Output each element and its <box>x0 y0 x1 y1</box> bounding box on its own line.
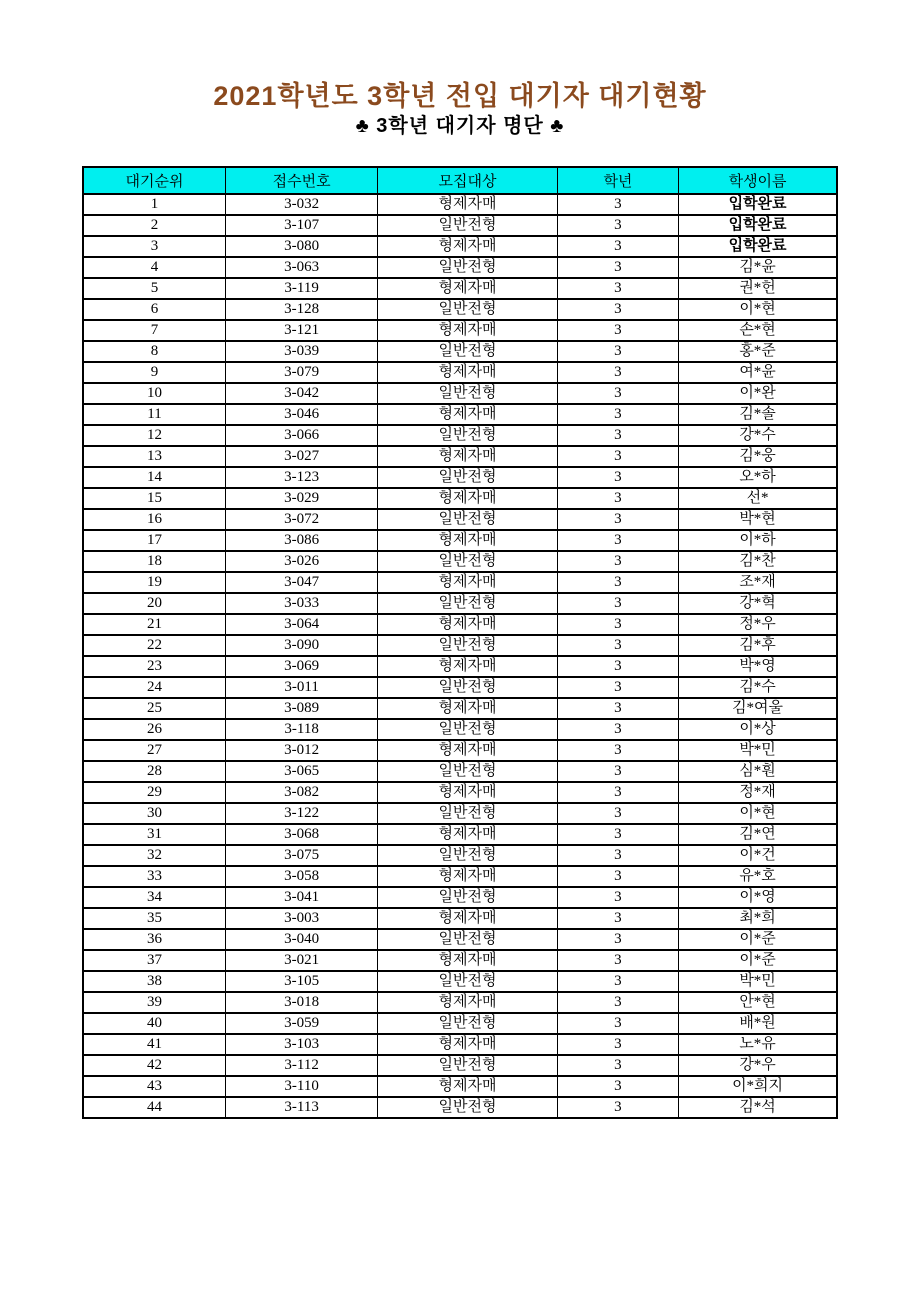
table-row <box>83 824 837 845</box>
rank-cell: 19 <box>83 572 226 593</box>
grade-cell: 3 <box>557 299 678 320</box>
rank-cell: 7 <box>83 320 226 341</box>
table-row <box>83 488 837 509</box>
category-cell: 형제자매 <box>378 908 557 929</box>
table-row <box>83 509 837 530</box>
table-row <box>83 194 837 215</box>
receipt-cell: 3-089 <box>226 698 378 719</box>
rank-cell: 31 <box>83 824 226 845</box>
grade-cell: 3 <box>557 362 678 383</box>
table-row <box>83 299 837 320</box>
category-cell: 형제자매 <box>378 698 557 719</box>
grade-cell: 3 <box>557 803 678 824</box>
table-row <box>83 740 837 761</box>
table-row <box>83 1076 837 1097</box>
rank-cell: 8 <box>83 341 226 362</box>
grade-cell: 3 <box>557 236 678 257</box>
table-row <box>83 677 837 698</box>
category-cell: 일반전형 <box>378 1097 557 1118</box>
receipt-cell: 3-119 <box>226 278 378 299</box>
table-row <box>83 425 837 446</box>
name-cell: 김*여울 <box>679 698 837 719</box>
receipt-cell: 3-080 <box>226 236 378 257</box>
receipt-cell: 3-123 <box>226 467 378 488</box>
receipt-cell: 3-039 <box>226 341 378 362</box>
name-cell: 손*현 <box>679 320 837 341</box>
receipt-cell: 3-033 <box>226 593 378 614</box>
category-cell: 일반전형 <box>378 257 557 278</box>
name-cell: 노*유 <box>679 1034 837 1055</box>
rank-cell: 28 <box>83 761 226 782</box>
name-cell: 강*우 <box>679 1055 837 1076</box>
rank-cell: 21 <box>83 614 226 635</box>
table-row <box>83 467 837 488</box>
grade-cell: 3 <box>557 1013 678 1034</box>
rank-cell: 35 <box>83 908 226 929</box>
grade-cell: 3 <box>557 1055 678 1076</box>
table-row <box>83 215 837 236</box>
table-row <box>83 761 837 782</box>
receipt-cell: 3-090 <box>226 635 378 656</box>
receipt-cell: 3-003 <box>226 908 378 929</box>
name-cell: 김*석 <box>679 1097 837 1118</box>
rank-cell: 11 <box>83 404 226 425</box>
page-subtitle: ♣ 3학년 대기자 명단 ♣ <box>355 114 565 137</box>
name-cell: 이*영 <box>679 887 837 908</box>
name-cell: 입학완료 <box>679 194 837 215</box>
grade-cell: 3 <box>557 488 678 509</box>
category-cell: 형제자매 <box>378 866 557 887</box>
rank-cell: 1 <box>83 194 226 215</box>
col-header-receipt: 접수번호 <box>226 167 378 194</box>
table-row <box>83 593 837 614</box>
grade-cell: 3 <box>557 572 678 593</box>
table-row <box>83 446 837 467</box>
receipt-cell: 3-121 <box>226 320 378 341</box>
category-cell: 일반전형 <box>378 341 557 362</box>
category-cell: 일반전형 <box>378 929 557 950</box>
table-row <box>83 257 837 278</box>
receipt-cell: 3-041 <box>226 887 378 908</box>
table-row <box>83 719 837 740</box>
category-cell: 형제자매 <box>378 950 557 971</box>
receipt-cell: 3-021 <box>226 950 378 971</box>
table-row <box>83 635 837 656</box>
receipt-cell: 3-012 <box>226 740 378 761</box>
category-cell: 일반전형 <box>378 845 557 866</box>
name-cell: 강*수 <box>679 425 837 446</box>
category-cell: 형제자매 <box>378 236 557 257</box>
name-cell: 박*민 <box>679 971 837 992</box>
receipt-cell: 3-026 <box>226 551 378 572</box>
receipt-cell: 3-066 <box>226 425 378 446</box>
name-cell: 이*완 <box>679 383 837 404</box>
page-title: 2021학년도 3학년 전입 대기자 대기현황 <box>213 81 707 111</box>
rank-cell: 42 <box>83 1055 226 1076</box>
grade-cell: 3 <box>557 929 678 950</box>
table-row <box>83 614 837 635</box>
rank-cell: 38 <box>83 971 226 992</box>
grade-cell: 3 <box>557 845 678 866</box>
category-cell: 형제자매 <box>378 530 557 551</box>
table-row <box>83 1013 837 1034</box>
receipt-cell: 3-042 <box>226 383 378 404</box>
name-cell: 여*윤 <box>679 362 837 383</box>
grade-cell: 3 <box>557 1034 678 1055</box>
name-cell: 이*하 <box>679 530 837 551</box>
category-cell: 일반전형 <box>378 509 557 530</box>
rank-cell: 33 <box>83 866 226 887</box>
name-cell: 이*준 <box>679 929 837 950</box>
receipt-cell: 3-063 <box>226 257 378 278</box>
grade-cell: 3 <box>557 509 678 530</box>
category-cell: 형제자매 <box>378 278 557 299</box>
category-cell: 형제자매 <box>378 782 557 803</box>
category-cell: 일반전형 <box>378 761 557 782</box>
category-cell: 형제자매 <box>378 488 557 509</box>
col-header-name: 학생이름 <box>679 167 837 194</box>
name-cell: 오*하 <box>679 467 837 488</box>
name-cell: 김*수 <box>679 677 837 698</box>
rank-cell: 16 <box>83 509 226 530</box>
receipt-cell: 3-046 <box>226 404 378 425</box>
category-cell: 형제자매 <box>378 404 557 425</box>
name-cell: 김*연 <box>679 824 837 845</box>
category-cell: 일반전형 <box>378 719 557 740</box>
table-header-row <box>83 167 837 194</box>
rank-cell: 39 <box>83 992 226 1013</box>
rank-cell: 29 <box>83 782 226 803</box>
grade-cell: 3 <box>557 677 678 698</box>
table-row <box>83 929 837 950</box>
name-cell: 김*솔 <box>679 404 837 425</box>
receipt-cell: 3-079 <box>226 362 378 383</box>
rank-cell: 34 <box>83 887 226 908</box>
rank-cell: 30 <box>83 803 226 824</box>
rank-cell: 4 <box>83 257 226 278</box>
table-row <box>83 782 837 803</box>
category-cell: 일반전형 <box>378 803 557 824</box>
grade-cell: 3 <box>557 635 678 656</box>
name-cell: 김*찬 <box>679 551 837 572</box>
receipt-cell: 3-059 <box>226 1013 378 1034</box>
category-cell: 일반전형 <box>378 593 557 614</box>
waitlist-table-container <box>0 166 920 1119</box>
grade-cell: 3 <box>557 761 678 782</box>
grade-cell: 3 <box>557 824 678 845</box>
table-row <box>83 656 837 677</box>
category-cell: 형제자매 <box>378 992 557 1013</box>
category-cell: 형제자매 <box>378 572 557 593</box>
receipt-cell: 3-018 <box>226 992 378 1013</box>
grade-cell: 3 <box>557 719 678 740</box>
table-row <box>83 341 837 362</box>
name-cell: 이*현 <box>679 299 837 320</box>
name-cell: 입학완료 <box>679 236 837 257</box>
table-row <box>83 404 837 425</box>
name-cell: 홍*준 <box>679 341 837 362</box>
receipt-cell: 3-075 <box>226 845 378 866</box>
category-cell: 일반전형 <box>378 887 557 908</box>
rank-cell: 13 <box>83 446 226 467</box>
table-row <box>83 845 837 866</box>
rank-cell: 6 <box>83 299 226 320</box>
name-cell: 안*현 <box>679 992 837 1013</box>
rank-cell: 14 <box>83 467 226 488</box>
name-cell: 김*웅 <box>679 446 837 467</box>
rank-cell: 10 <box>83 383 226 404</box>
table-row <box>83 1055 837 1076</box>
receipt-cell: 3-103 <box>226 1034 378 1055</box>
rank-cell: 40 <box>83 1013 226 1034</box>
name-cell: 배*원 <box>679 1013 837 1034</box>
grade-cell: 3 <box>557 908 678 929</box>
rank-cell: 12 <box>83 425 226 446</box>
receipt-cell: 3-064 <box>226 614 378 635</box>
rank-cell: 26 <box>83 719 226 740</box>
name-cell: 이*건 <box>679 845 837 866</box>
rank-cell: 41 <box>83 1034 226 1055</box>
category-cell: 형제자매 <box>378 1034 557 1055</box>
grade-cell: 3 <box>557 215 678 236</box>
grade-cell: 3 <box>557 278 678 299</box>
name-cell: 이*상 <box>679 719 837 740</box>
receipt-cell: 3-086 <box>226 530 378 551</box>
col-header-category: 모집대상 <box>378 167 557 194</box>
grade-cell: 3 <box>557 257 678 278</box>
grade-cell: 3 <box>557 950 678 971</box>
receipt-cell: 3-107 <box>226 215 378 236</box>
rank-cell: 20 <box>83 593 226 614</box>
grade-cell: 3 <box>557 614 678 635</box>
grade-cell: 3 <box>557 320 678 341</box>
table-row <box>83 950 837 971</box>
name-cell: 입학완료 <box>679 215 837 236</box>
rank-cell: 24 <box>83 677 226 698</box>
rank-cell: 3 <box>83 236 226 257</box>
name-cell: 김*윤 <box>679 257 837 278</box>
category-cell: 일반전형 <box>378 551 557 572</box>
rank-cell: 18 <box>83 551 226 572</box>
name-cell: 강*혁 <box>679 593 837 614</box>
rank-cell: 5 <box>83 278 226 299</box>
table-row <box>83 1034 837 1055</box>
table-row <box>83 803 837 824</box>
name-cell: 이*현 <box>679 803 837 824</box>
grade-cell: 3 <box>557 446 678 467</box>
grade-cell: 3 <box>557 467 678 488</box>
col-header-rank: 대기순위 <box>83 167 226 194</box>
category-cell: 일반전형 <box>378 635 557 656</box>
receipt-cell: 3-065 <box>226 761 378 782</box>
receipt-cell: 3-113 <box>226 1097 378 1118</box>
receipt-cell: 3-118 <box>226 719 378 740</box>
receipt-cell: 3-040 <box>226 929 378 950</box>
rank-cell: 25 <box>83 698 226 719</box>
table-row <box>83 530 837 551</box>
table-row <box>83 383 837 404</box>
rank-cell: 23 <box>83 656 226 677</box>
receipt-cell: 3-032 <box>226 194 378 215</box>
category-cell: 일반전형 <box>378 677 557 698</box>
grade-cell: 3 <box>557 698 678 719</box>
table-row <box>83 908 837 929</box>
category-cell: 형제자매 <box>378 740 557 761</box>
category-cell: 형제자매 <box>378 824 557 845</box>
rank-cell: 17 <box>83 530 226 551</box>
receipt-cell: 3-011 <box>226 677 378 698</box>
category-cell: 일반전형 <box>378 215 557 236</box>
name-cell: 박*민 <box>679 740 837 761</box>
grade-cell: 3 <box>557 593 678 614</box>
receipt-cell: 3-047 <box>226 572 378 593</box>
rank-cell: 22 <box>83 635 226 656</box>
table-row <box>83 866 837 887</box>
receipt-cell: 3-112 <box>226 1055 378 1076</box>
grade-cell: 3 <box>557 530 678 551</box>
table-body <box>83 194 837 1118</box>
name-cell: 최*희 <box>679 908 837 929</box>
grade-cell: 3 <box>557 1076 678 1097</box>
category-cell: 형제자매 <box>378 656 557 677</box>
grade-cell: 3 <box>557 404 678 425</box>
table-row <box>83 278 837 299</box>
table-row <box>83 551 837 572</box>
rank-cell: 37 <box>83 950 226 971</box>
rank-cell: 43 <box>83 1076 226 1097</box>
rank-cell: 2 <box>83 215 226 236</box>
receipt-cell: 3-110 <box>226 1076 378 1097</box>
name-cell: 김*후 <box>679 635 837 656</box>
name-cell: 유*호 <box>679 866 837 887</box>
grade-cell: 3 <box>557 887 678 908</box>
rank-cell: 32 <box>83 845 226 866</box>
rank-cell: 15 <box>83 488 226 509</box>
receipt-cell: 3-027 <box>226 446 378 467</box>
table-row <box>83 698 837 719</box>
name-cell: 선* <box>679 488 837 509</box>
table-row <box>83 992 837 1013</box>
grade-cell: 3 <box>557 551 678 572</box>
category-cell: 일반전형 <box>378 1013 557 1034</box>
name-cell: 정*재 <box>679 782 837 803</box>
category-cell: 형제자매 <box>378 446 557 467</box>
receipt-cell: 3-128 <box>226 299 378 320</box>
category-cell: 형제자매 <box>378 362 557 383</box>
category-cell: 일반전형 <box>378 383 557 404</box>
category-cell: 일반전형 <box>378 467 557 488</box>
grade-cell: 3 <box>557 740 678 761</box>
receipt-cell: 3-029 <box>226 488 378 509</box>
category-cell: 형제자매 <box>378 194 557 215</box>
receipt-cell: 3-069 <box>226 656 378 677</box>
table-row <box>83 236 837 257</box>
grade-cell: 3 <box>557 782 678 803</box>
category-cell: 형제자매 <box>378 1076 557 1097</box>
receipt-cell: 3-072 <box>226 509 378 530</box>
grade-cell: 3 <box>557 194 678 215</box>
table-row <box>83 887 837 908</box>
name-cell: 권*헌 <box>679 278 837 299</box>
category-cell: 일반전형 <box>378 299 557 320</box>
name-cell: 박*영 <box>679 656 837 677</box>
grade-cell: 3 <box>557 866 678 887</box>
name-cell: 심*훤 <box>679 761 837 782</box>
receipt-cell: 3-105 <box>226 971 378 992</box>
grade-cell: 3 <box>557 971 678 992</box>
category-cell: 형제자매 <box>378 614 557 635</box>
grade-cell: 3 <box>557 425 678 446</box>
receipt-cell: 3-068 <box>226 824 378 845</box>
receipt-cell: 3-122 <box>226 803 378 824</box>
receipt-cell: 3-082 <box>226 782 378 803</box>
table-row <box>83 320 837 341</box>
category-cell: 형제자매 <box>378 320 557 341</box>
col-header-grade: 학년 <box>557 167 678 194</box>
rank-cell: 9 <box>83 362 226 383</box>
table-row <box>83 362 837 383</box>
grade-cell: 3 <box>557 1097 678 1118</box>
name-cell: 이*희지 <box>679 1076 837 1097</box>
table-row <box>83 971 837 992</box>
table-row <box>83 572 837 593</box>
category-cell: 일반전형 <box>378 425 557 446</box>
receipt-cell: 3-058 <box>226 866 378 887</box>
name-cell: 박*현 <box>679 509 837 530</box>
rank-cell: 27 <box>83 740 226 761</box>
waitlist-table <box>82 166 838 1119</box>
rank-cell: 36 <box>83 929 226 950</box>
name-cell: 이*준 <box>679 950 837 971</box>
rank-cell: 44 <box>83 1097 226 1118</box>
grade-cell: 3 <box>557 383 678 404</box>
category-cell: 일반전형 <box>378 971 557 992</box>
grade-cell: 3 <box>557 992 678 1013</box>
grade-cell: 3 <box>557 341 678 362</box>
name-cell: 조*재 <box>679 572 837 593</box>
grade-cell: 3 <box>557 656 678 677</box>
category-cell: 일반전형 <box>378 1055 557 1076</box>
name-cell: 정*우 <box>679 614 837 635</box>
table-row <box>83 1097 837 1118</box>
